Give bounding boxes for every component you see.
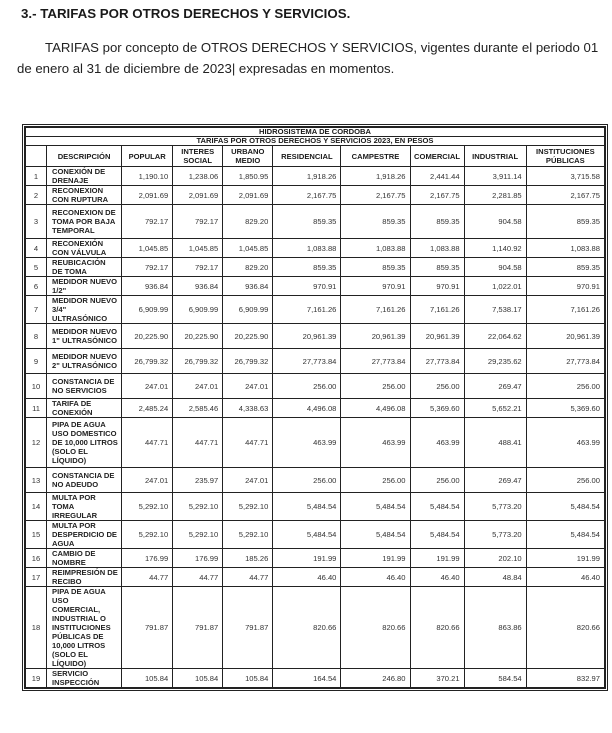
cell-campestre: 5,484.54 [341,521,410,549]
cell-campestre: 5,484.54 [341,493,410,521]
table-row [26,374,605,399]
cell-industrial: 1,022.01 [464,277,526,296]
cell-interes-social: 791.87 [173,587,223,669]
cell-urbano-medio: 247.01 [223,374,273,399]
table-row [26,549,605,568]
cell-comercial: 2,441.44 [410,167,464,186]
cell-comercial: 256.00 [410,468,464,493]
row-number: 9 [26,349,47,374]
cell-industrial: 488.41 [464,418,526,468]
cell-industrial: 5,652.21 [464,399,526,418]
cell-instituciones-publicas: 859.35 [526,258,604,277]
cell-campestre: 246.80 [341,669,410,688]
cell-interes-social: 44.77 [173,568,223,587]
cell-urbano-medio: 829.20 [223,258,273,277]
row-description: REUBICACIÓN DE TOMA [47,258,122,277]
row-number: 11 [26,399,47,418]
row-description: MEDIDOR NUEVO 1/2" [47,277,122,296]
cell-instituciones-publicas: 1,083.88 [526,239,604,258]
cell-comercial: 370.21 [410,669,464,688]
cell-popular: 105.84 [122,669,173,688]
cell-urbano-medio: 44.77 [223,568,273,587]
cell-industrial: 3,911.14 [464,167,526,186]
cell-residencial: 859.35 [273,205,341,239]
cell-interes-social: 235.97 [173,468,223,493]
cell-campestre: 970.91 [341,277,410,296]
cell-industrial: 7,538.17 [464,296,526,324]
table-subtitle: TARIFAS POR OTROS DERECHOS Y SERVICIOS 2023, EN PESOS [26,137,605,146]
row-number: 17 [26,568,47,587]
cell-industrial: 269.47 [464,374,526,399]
cell-instituciones-publicas: 970.91 [526,277,604,296]
cell-campestre: 20,961.39 [341,324,410,349]
cell-comercial: 5,484.54 [410,521,464,549]
row-number: 6 [26,277,47,296]
cell-campestre: 859.35 [341,258,410,277]
table-row [26,521,605,549]
table-row [26,587,605,669]
cell-urbano-medio: 936.84 [223,277,273,296]
row-description: RECONEXION CON RUPTURA [47,186,122,205]
cell-urbano-medio: 20,225.90 [223,324,273,349]
cell-instituciones-publicas: 20,961.39 [526,324,604,349]
row-number: 2 [26,186,47,205]
cell-campestre: 256.00 [341,468,410,493]
cell-instituciones-publicas: 191.99 [526,549,604,568]
row-description: SERVICIO INSPECCIÓN [47,669,122,688]
column-header-row [26,146,605,167]
tariff-table-frame [22,124,608,691]
cell-instituciones-publicas: 859.35 [526,205,604,239]
cell-industrial: 48.84 [464,568,526,587]
cell-instituciones-publicas: 7,161.26 [526,296,604,324]
cell-campestre: 4,496.08 [341,399,410,418]
cell-campestre: 820.66 [341,587,410,669]
cell-interes-social: 2,585.46 [173,399,223,418]
cell-instituciones-publicas: 46.40 [526,568,604,587]
cell-instituciones-publicas: 256.00 [526,374,604,399]
cell-industrial: 22,064.62 [464,324,526,349]
cell-instituciones-publicas: 2,167.75 [526,186,604,205]
cell-campestre: 1,918.26 [341,167,410,186]
cell-urbano-medio: 1,850.95 [223,167,273,186]
cell-interes-social: 792.17 [173,258,223,277]
cell-interes-social: 5,292.10 [173,521,223,549]
cell-instituciones-publicas: 256.00 [526,468,604,493]
intro-paragraph-text: TARIFAS por concepto de OTROS DERECHOS Y SERVICIOS, vigentes durante el periodo 01 de enero al 31 de diciembre de 2023| expresadas en momentos. [17,40,599,76]
table-row [26,349,605,374]
cell-campestre: 7,161.26 [341,296,410,324]
cell-popular: 2,091.69 [122,186,173,205]
cell-industrial: 904.58 [464,205,526,239]
cell-popular: 247.01 [122,468,173,493]
column-header-campestre: CAMPESTRE [341,146,410,167]
row-number: 12 [26,418,47,468]
cell-residencial: 1,918.26 [273,167,341,186]
table-row [26,239,605,258]
table-title: HIDROSISTEMA DE CORDOBA [26,128,605,137]
cell-residencial: 859.35 [273,258,341,277]
row-description: MULTA POR DESPERDICIO DE AGUA [47,521,122,549]
row-number: 4 [26,239,47,258]
cell-industrial: 1,140.92 [464,239,526,258]
column-header-comercial: COMERCIAL [410,146,464,167]
table-row [26,324,605,349]
table-row [26,468,605,493]
cell-urbano-medio: 791.87 [223,587,273,669]
cell-instituciones-publicas: 3,715.58 [526,167,604,186]
cell-comercial: 5,484.54 [410,493,464,521]
column-header-instituciones-publicas: INSTITUCIONES PÚBLICAS [526,146,604,167]
row-number: 10 [26,374,47,399]
cell-interes-social: 247.01 [173,374,223,399]
cell-comercial: 191.99 [410,549,464,568]
row-number: 8 [26,324,47,349]
row-number: 15 [26,521,47,549]
cell-interes-social: 1,238.06 [173,167,223,186]
table-row [26,493,605,521]
cell-comercial: 820.66 [410,587,464,669]
column-header-description: DESCRIPCIÓN [47,146,122,167]
cell-industrial: 904.58 [464,258,526,277]
cell-industrial: 29,235.62 [464,349,526,374]
cell-industrial: 5,773.20 [464,521,526,549]
cell-campestre: 27,773.84 [341,349,410,374]
cell-industrial: 5,773.20 [464,493,526,521]
row-description: PIPA DE AGUA USO DOMESTICO DE 10,000 LITROS (SOLO EL LÍQUIDO) [47,418,122,468]
cell-residencial: 46.40 [273,568,341,587]
cell-urbano-medio: 829.20 [223,205,273,239]
row-description: REIMPRESIÓN DE RECIBO [47,568,122,587]
table-row [26,277,605,296]
cell-interes-social: 792.17 [173,205,223,239]
cell-interes-social: 26,799.32 [173,349,223,374]
cell-residencial: 191.99 [273,549,341,568]
row-description: MEDIDOR NUEVO 2" ULTRASÓNICO [47,349,122,374]
cell-interes-social: 176.99 [173,549,223,568]
tariff-table [25,127,605,688]
cell-popular: 247.01 [122,374,173,399]
cell-popular: 20,225.90 [122,324,173,349]
row-number: 18 [26,587,47,669]
cell-campestre: 1,083.88 [341,239,410,258]
row-description: CAMBIO DE NOMBRE [47,549,122,568]
cell-comercial: 256.00 [410,374,464,399]
cell-residencial: 256.00 [273,374,341,399]
cell-instituciones-publicas: 463.99 [526,418,604,468]
column-header-residencial: RESIDENCIAL [273,146,341,167]
table-row [26,568,605,587]
cell-popular: 5,292.10 [122,493,173,521]
cell-interes-social: 6,909.99 [173,296,223,324]
cell-comercial: 463.99 [410,418,464,468]
table-row [26,167,605,186]
cell-residencial: 256.00 [273,468,341,493]
cell-interes-social: 2,091.69 [173,186,223,205]
row-number: 16 [26,549,47,568]
cell-instituciones-publicas: 832.97 [526,669,604,688]
cell-popular: 1,045.85 [122,239,173,258]
cell-popular: 792.17 [122,205,173,239]
table-row [26,418,605,468]
cell-instituciones-publicas: 5,369.60 [526,399,604,418]
column-header-industrial: INDUSTRIAL [464,146,526,167]
row-description: CONEXIÓN DE DRENAJE [47,167,122,186]
cell-popular: 6,909.99 [122,296,173,324]
cell-comercial: 20,961.39 [410,324,464,349]
row-number: 13 [26,468,47,493]
cell-residencial: 164.54 [273,669,341,688]
cell-interes-social: 105.84 [173,669,223,688]
cell-comercial: 7,161.26 [410,296,464,324]
table-row [26,399,605,418]
cell-popular: 5,292.10 [122,521,173,549]
row-number: 7 [26,296,47,324]
cell-interes-social: 5,292.10 [173,493,223,521]
cell-campestre: 2,167.75 [341,186,410,205]
cell-campestre: 46.40 [341,568,410,587]
cell-campestre: 256.00 [341,374,410,399]
cell-residencial: 20,961.39 [273,324,341,349]
cell-residencial: 463.99 [273,418,341,468]
row-description: TARIFA DE CONEXIÓN [47,399,122,418]
row-number: 14 [26,493,47,521]
row-number: 3 [26,205,47,239]
cell-instituciones-publicas: 5,484.54 [526,521,604,549]
cell-urbano-medio: 26,799.32 [223,349,273,374]
cell-comercial: 859.35 [410,258,464,277]
row-description: MEDIDOR NUEVO 3/4" ULTRASÓNICO [47,296,122,324]
cell-comercial: 1,083.88 [410,239,464,258]
row-description: RECONEXION DE TOMA POR BAJA TEMPORAL [47,205,122,239]
cell-residencial: 820.66 [273,587,341,669]
row-description: MEDIDOR NUEVO 1" ULTRASÓNICO [47,324,122,349]
cell-urbano-medio: 6,909.99 [223,296,273,324]
cell-popular: 1,190.10 [122,167,173,186]
cell-campestre: 463.99 [341,418,410,468]
cell-comercial: 970.91 [410,277,464,296]
cell-comercial: 5,369.60 [410,399,464,418]
column-header-urbano-medio: URBANO MEDIO [223,146,273,167]
cell-interes-social: 1,045.85 [173,239,223,258]
cell-urbano-medio: 4,338.63 [223,399,273,418]
cell-industrial: 269.47 [464,468,526,493]
row-number: 1 [26,167,47,186]
section-heading: 3.- TARIFAS POR OTROS DERECHOS Y SERVICIOS. [21,6,351,21]
row-number: 19 [26,669,47,688]
cell-campestre: 859.35 [341,205,410,239]
cell-urbano-medio: 247.01 [223,468,273,493]
cell-residencial: 5,484.54 [273,493,341,521]
cell-popular: 2,485.24 [122,399,173,418]
cell-industrial: 202.10 [464,549,526,568]
cell-urbano-medio: 105.84 [223,669,273,688]
cell-comercial: 27,773.84 [410,349,464,374]
cell-interes-social: 447.71 [173,418,223,468]
column-header-popular: POPULAR [122,146,173,167]
cell-interes-social: 936.84 [173,277,223,296]
cell-popular: 791.87 [122,587,173,669]
cell-residencial: 4,496.08 [273,399,341,418]
cell-industrial: 2,281.85 [464,186,526,205]
row-description: PIPA DE AGUA USO COMERCIAL, INDUSTRIAL O INSTITUCIONES PÚBLICAS DE 10,000 LITROS (SOLO EL LÍQUIDO) [47,587,122,669]
cell-instituciones-publicas: 5,484.54 [526,493,604,521]
cell-popular: 176.99 [122,549,173,568]
intro-paragraph [17,37,607,79]
cell-comercial: 46.40 [410,568,464,587]
cell-popular: 44.77 [122,568,173,587]
cell-comercial: 2,167.75 [410,186,464,205]
table-row [26,669,605,688]
cell-urbano-medio: 447.71 [223,418,273,468]
cell-popular: 936.84 [122,277,173,296]
cell-urbano-medio: 2,091.69 [223,186,273,205]
table-row [26,186,605,205]
cell-urbano-medio: 5,292.10 [223,521,273,549]
cell-urbano-medio: 1,045.85 [223,239,273,258]
row-description: MULTA POR TOMA IRREGULAR [47,493,122,521]
table-body [26,167,605,688]
cell-popular: 26,799.32 [122,349,173,374]
cell-popular: 447.71 [122,418,173,468]
cell-residencial: 1,083.88 [273,239,341,258]
cell-interes-social: 20,225.90 [173,324,223,349]
table-row [26,258,605,277]
cell-residencial: 970.91 [273,277,341,296]
cell-comercial: 859.35 [410,205,464,239]
cell-popular: 792.17 [122,258,173,277]
cell-residencial: 27,773.84 [273,349,341,374]
table-row [26,205,605,239]
column-header-index [26,146,47,167]
cell-instituciones-publicas: 27,773.84 [526,349,604,374]
cell-residencial: 2,167.75 [273,186,341,205]
cell-industrial: 584.54 [464,669,526,688]
row-number: 5 [26,258,47,277]
cell-urbano-medio: 185.26 [223,549,273,568]
cell-urbano-medio: 5,292.10 [223,493,273,521]
cell-campestre: 191.99 [341,549,410,568]
cell-industrial: 863.86 [464,587,526,669]
cell-residencial: 5,484.54 [273,521,341,549]
table-row [26,296,605,324]
cell-residencial: 7,161.26 [273,296,341,324]
column-header-interes-social: INTERES SOCIAL [173,146,223,167]
row-description: CONSTANCIA DE NO SERVICIOS [47,374,122,399]
row-description: RECONEXIÓN CON VÁLVULA [47,239,122,258]
cell-instituciones-publicas: 820.66 [526,587,604,669]
row-description: CONSTANCIA DE NO ADEUDO [47,468,122,493]
